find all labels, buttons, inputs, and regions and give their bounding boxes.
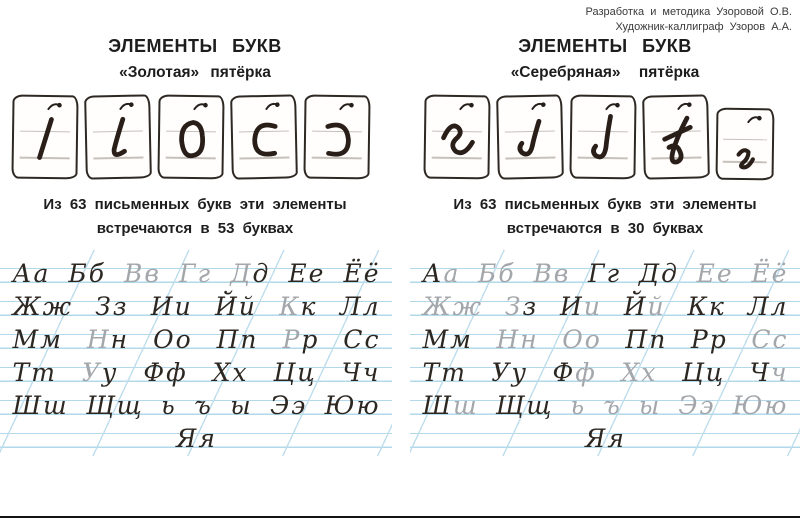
letter-pair: [214, 294, 256, 319]
letter: Ж: [422, 292, 452, 321]
letter-pair: [95, 294, 128, 319]
letter-pair: [422, 261, 460, 286]
letter-pair: [690, 327, 727, 352]
letter: я: [607, 424, 625, 453]
pinned-note-small-curl: [423, 95, 490, 180]
letter: Э: [270, 391, 291, 420]
letter: ц: [297, 358, 316, 387]
letter: ъ: [194, 391, 212, 420]
letter: ы: [638, 391, 661, 420]
letter: ф: [575, 358, 596, 387]
letter: ц: [705, 358, 725, 387]
letter: У: [81, 358, 101, 387]
letter: Л: [747, 292, 770, 321]
letter: М: [12, 325, 40, 354]
letter-pair: [153, 327, 193, 352]
alphabet-row: [410, 382, 800, 420]
letter: П: [625, 325, 649, 354]
letter: ф: [166, 358, 187, 387]
letter-pair: [478, 261, 516, 286]
letter-pair: [282, 327, 319, 352]
small-curl-icon: [425, 104, 488, 175]
letter-pair: [638, 393, 660, 418]
letter-pair: [751, 327, 788, 352]
letter: а: [443, 259, 460, 288]
alphabet-row: [0, 382, 392, 420]
letter-pair: [696, 261, 733, 286]
letter-pair: [751, 261, 788, 286]
letter: Й: [623, 292, 647, 321]
right-half-oval-icon: [305, 104, 368, 175]
letter-pair: [341, 360, 380, 385]
letter-pair: [288, 261, 325, 286]
letter-pair: [552, 360, 596, 385]
letter-pair: [212, 360, 248, 385]
column-subtitle: «Золотая» пятёрка: [119, 64, 271, 81]
statement-line: Из 63 письменных букв эти элементы: [43, 196, 347, 213]
letter: Т: [12, 358, 31, 387]
letter: ь: [161, 391, 176, 420]
letter-pair: [638, 261, 678, 286]
letter: К: [687, 292, 708, 321]
letter: Ш: [422, 391, 453, 420]
letter: б: [498, 259, 515, 288]
letter: о: [175, 325, 192, 354]
letter: Х: [621, 358, 641, 387]
slanted-line-icon: [13, 104, 76, 175]
letter: Н: [86, 325, 110, 354]
letter: д: [661, 259, 678, 288]
pinned-note-short-line-bottom-hook: [496, 94, 564, 179]
letter: Ю: [324, 391, 356, 420]
letter-pair: [559, 294, 601, 319]
letter: Д: [638, 259, 661, 288]
letter: щ: [116, 391, 143, 420]
letter-pair: [623, 294, 665, 319]
letter-pair: [678, 393, 715, 418]
letter: Ш: [12, 391, 43, 420]
letter: м: [450, 325, 472, 354]
letter: Р: [282, 325, 301, 354]
letter: л: [362, 292, 380, 321]
letter: у: [511, 358, 528, 387]
column-golden-header: [6, 36, 384, 82]
letter: х: [641, 358, 657, 387]
letter-pair: [562, 327, 602, 352]
alphabet-block-silver: [410, 250, 800, 456]
oval-icon: [159, 104, 222, 175]
letter-pair: [273, 360, 316, 385]
letter: С: [343, 325, 364, 354]
credit-line-1: Разработка и методика Узоровой О.В.: [585, 6, 792, 18]
letter: к: [708, 292, 725, 321]
letter: Н: [496, 325, 520, 354]
letter: д: [252, 259, 270, 288]
letter: р: [709, 325, 727, 354]
letter: в: [144, 259, 160, 288]
alphabet-row: [0, 250, 392, 288]
letter-pair: [570, 393, 586, 418]
letter: м: [40, 325, 62, 354]
letter: х: [232, 358, 248, 387]
letter-pair: [12, 294, 73, 319]
letter: Ч: [749, 358, 770, 387]
letter-pair: [339, 294, 380, 319]
letter: у: [101, 358, 118, 387]
letter: Д: [230, 259, 252, 288]
letter: С: [751, 325, 772, 354]
letter: в: [553, 259, 570, 288]
letter-pair: [749, 360, 788, 385]
left-half-oval-icon: [232, 103, 295, 174]
letter-pair: [124, 261, 161, 286]
letter: Х: [212, 358, 232, 387]
letter: Е: [696, 259, 716, 288]
letter-pair: [194, 393, 213, 418]
letter: с: [772, 325, 788, 354]
letter: ы: [230, 391, 252, 420]
column-subtitle: «Серебряная» пятёрка: [510, 64, 700, 81]
column-title: ЭЛЕМЕНТЫ БУКВ: [518, 36, 692, 56]
letter-pair: [422, 294, 483, 319]
letter: ю: [764, 391, 788, 420]
letter: к: [300, 292, 317, 321]
letter-pair: [161, 393, 177, 418]
short-line-bottom-hook-icon: [498, 103, 561, 174]
letter-pair: [625, 327, 667, 352]
letter-pair: [279, 294, 317, 319]
loop-descender-icon: [644, 103, 707, 174]
letter: Л: [339, 292, 362, 321]
long-line-bottom-hook-icon: [571, 104, 634, 175]
letter-pair: [603, 393, 622, 418]
element-boxes-silver: [424, 95, 774, 180]
letter-pair: [12, 360, 56, 385]
letter: н: [520, 325, 538, 354]
letter: ь: [570, 391, 586, 420]
letter: ж: [42, 292, 73, 321]
letter-pair: [230, 393, 252, 418]
element-boxes-golden: [12, 95, 370, 179]
pinned-note-right-half-oval: [303, 95, 370, 180]
letter-pair: [216, 327, 258, 352]
letter: Ф: [143, 358, 166, 387]
letter: й: [238, 292, 256, 321]
letter: ч: [770, 358, 788, 387]
letter-pair: [587, 261, 620, 286]
letter: А: [12, 259, 33, 288]
letter: Ю: [732, 391, 764, 420]
alphabet-block-golden: [0, 250, 392, 456]
letter: М: [422, 325, 450, 354]
credit-line-2: Художник-каллиграф Узоров А.А.: [615, 20, 792, 33]
letter: а: [33, 259, 50, 288]
column-silver-header: [416, 36, 794, 82]
letter: с: [364, 325, 380, 354]
letter: п: [240, 325, 258, 354]
letter-pair: [585, 426, 626, 451]
letter: Г: [178, 259, 197, 288]
letter-pair: [343, 327, 380, 352]
letter-pair: [495, 393, 553, 418]
letter: Ж: [12, 292, 42, 321]
letter: т: [441, 358, 466, 387]
letter: я: [198, 424, 216, 453]
letter: Г: [587, 259, 606, 288]
letter: и: [174, 292, 192, 321]
statement-line: встречаются в 53 буквах: [96, 220, 294, 237]
letter-pair: [86, 327, 128, 352]
letter: т: [31, 358, 56, 387]
letter: г: [606, 259, 621, 288]
letter: и: [583, 292, 601, 321]
letter: ё: [771, 259, 788, 288]
letter: л: [770, 292, 788, 321]
letter: щ: [526, 391, 553, 420]
letter: Ц: [273, 358, 297, 387]
letter: ш: [453, 391, 478, 420]
statement-line: встречаются в 30 буквах: [506, 220, 704, 237]
letter: Ё: [751, 259, 771, 288]
letter: Щ: [86, 391, 116, 420]
pinned-note-long-line-bottom-hook: [569, 95, 636, 180]
letter-pair: [422, 327, 472, 352]
letter: ю: [356, 391, 380, 420]
letter-pair: [12, 327, 62, 352]
letter-pair: [422, 393, 478, 418]
letter: н: [110, 325, 129, 354]
letter: О: [153, 325, 175, 354]
statement-golden: [6, 193, 384, 241]
letter-pair: [621, 360, 657, 385]
letter-pair: [324, 393, 380, 418]
letter-pair: [681, 360, 724, 385]
statement-silver: [416, 193, 794, 241]
letter-pair: [687, 294, 725, 319]
letter: Щ: [495, 391, 526, 420]
letter: ё: [363, 259, 380, 288]
letter-pair: [270, 393, 307, 418]
letter-pair: [143, 360, 187, 385]
letter: Т: [422, 358, 441, 387]
letter: Е: [288, 259, 308, 288]
credits: [586, 5, 792, 35]
letter: П: [216, 325, 240, 354]
letter: б: [88, 259, 105, 288]
letter: О: [562, 325, 584, 354]
letter: э: [291, 391, 307, 420]
letter: з: [112, 292, 128, 321]
letter: е: [308, 259, 325, 288]
letter: Б: [68, 259, 88, 288]
letter: Ф: [552, 358, 575, 387]
letter-pair: [343, 261, 380, 286]
letter-pair: [178, 261, 211, 286]
letter: В: [533, 259, 553, 288]
pinned-note-left-half-oval: [230, 94, 298, 179]
letter-pair: [491, 360, 528, 385]
letter: ъ: [603, 391, 621, 420]
pinned-note-loop-descender: [642, 94, 710, 179]
letter: К: [279, 292, 300, 321]
pinned-note-slanted-line-bottom-hook: [84, 94, 152, 179]
pinned-note-oval: [157, 95, 224, 180]
letter: Ч: [341, 358, 362, 387]
letter: Э: [678, 391, 699, 420]
letter: Ц: [681, 358, 705, 387]
letter: з: [522, 292, 538, 321]
letter-pair: [504, 294, 537, 319]
slanted-line-bottom-hook-icon: [86, 103, 149, 174]
letter-pair: [732, 393, 788, 418]
letter: ч: [362, 358, 380, 387]
letter: й: [647, 292, 665, 321]
letter-pair: [422, 360, 466, 385]
letter: г: [197, 259, 212, 288]
letter: Я: [585, 424, 607, 453]
letter-pair: [496, 327, 538, 352]
small-squiggle-icon: [717, 117, 772, 188]
letter: Ё: [343, 259, 363, 288]
letter: ш: [43, 391, 68, 420]
letter: о: [584, 325, 601, 354]
letter-pair: [533, 261, 570, 286]
letter: У: [491, 358, 511, 387]
letter-pair: [230, 261, 270, 286]
letter-pair: [12, 261, 50, 286]
pinned-note-slanted-line: [11, 95, 78, 180]
letter-pair: [747, 294, 788, 319]
statement-line: Из 63 письменных букв эти элементы: [453, 196, 757, 213]
letter-pair: [150, 294, 192, 319]
letter: З: [504, 292, 522, 321]
alphabet-row: [410, 250, 800, 288]
letter-pair: [68, 261, 106, 286]
letter: И: [559, 292, 583, 321]
letter: А: [422, 259, 443, 288]
letter: В: [124, 259, 144, 288]
letter-pair: [12, 393, 68, 418]
letter-pair: [86, 393, 144, 418]
letter: р: [301, 325, 319, 354]
letter: Й: [214, 292, 238, 321]
column-title: ЭЛЕМЕНТЫ БУКВ: [108, 36, 282, 56]
letter: И: [150, 292, 174, 321]
letter: Я: [176, 424, 198, 453]
letter: З: [95, 292, 112, 321]
letter: Р: [690, 325, 709, 354]
letter-pair: [176, 426, 217, 451]
letter: е: [716, 259, 733, 288]
letter: э: [699, 391, 715, 420]
letter-pair: [81, 360, 118, 385]
pinned-note-small-squiggle: [716, 108, 775, 181]
letter: п: [649, 325, 667, 354]
letter: ж: [452, 292, 483, 321]
letter: Б: [478, 259, 498, 288]
